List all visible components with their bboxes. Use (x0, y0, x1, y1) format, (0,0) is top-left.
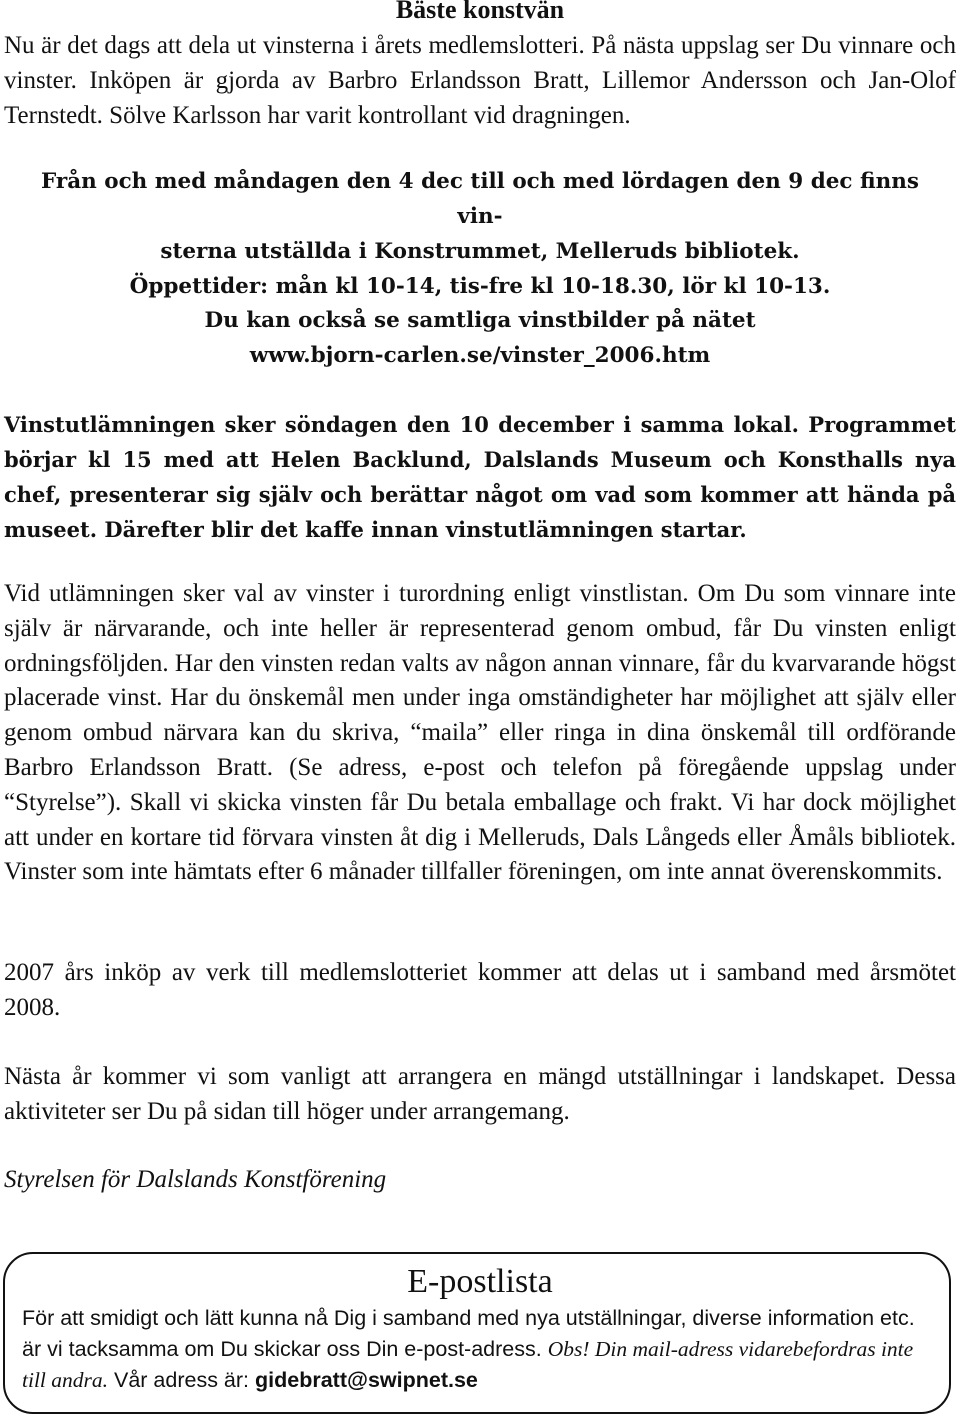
page-title: Bäste konstvän (395, 0, 565, 24)
intro-paragraph: Nu är det dags att dela ut vinsterna i årets medlemslotteri. På nästa uppslag ser Du vinnare och vinster. Inköpen är gjorda av Barbro Erlandsson Bratt, Lillemor Andersson och Jan-Olof Ternstedt. Sölve Karlsson har varit kontrollant vid dragningen. (4, 32, 956, 129)
opening-line-1: Från och med måndagen den 4 dec till och med lördagen den 9 dec finns vin- (40, 169, 920, 229)
email-address[interactable]: gidebratt@swipnet.se (255, 1368, 478, 1392)
program-paragraph: Vinstutlämningen sker söndagen den 10 december i samma lokal. Programmet börjar kl 15 med att Helen Backlund, Dalslands Museum och Konsthalls nya chef, presenterar sig själv och berättar något om vad som kommer att hända på museet. Därefter blir det kaffe innan vinstutlämningen startar. (4, 412, 956, 542)
online-notice-text: Du kan också se samtliga vinstbilder på nätet (204, 308, 756, 333)
opening-line-2: sterna utställda i Konstrummet, Melleruds bibliotek. (160, 239, 800, 264)
distribution-rules-paragraph: Vid utlämningen sker val av vinster i turordning enligt vinstlistan. Om Du som vinnare inte själv är närvarande, och inte heller är representerad genom ombud, får Du vinsten enligt ordningsföljden. Har den vinsten redan valts av någon annan vinnare, får du kvarvarande högst placerade vinst. Har du önskemål men under inga omständigheter har möjlighet att själv eller genom ombud närvara kan du skriva, “maila” eller ringa in dina önskemål till ordförande Barbro Erlandsson Bratt. (Se adress, e-post och telefon på föregående uppslag under “Styrelse”). Skall vi skicka vinsten får Du betala emballage och frakt. Vi har dock möjlighet att under en kortare tid förvara vinsten åt dig i Melleruds, Dals Långeds eller Åmåls bibliotek. Vinster som inte hämtats efter 6 månader tillfaller föreningen, om inte annat överenskommits. (4, 580, 956, 886)
opening-hours-line: Öppettider: mån kl 10-14, tis-fre kl 10-18.30, lör kl 10-13. (129, 274, 831, 299)
signature: Styrelsen för Dalslands Konstförening (4, 1166, 387, 1193)
online-gallery-notice (40, 303, 920, 373)
email-list-body: För att smidigt och lätt kunna nå Dig i samband med nya utställningar, diverse information etc. är vi tacksamma om Du skickar oss Din e-post-adress. (22, 1306, 915, 1361)
email-list-title: E-postlista (407, 1263, 553, 1300)
purchases-2007-paragraph: 2007 års inköp av verk till medlemslotteriet kommer att delas ut i samband med årsmötet 2008. (4, 959, 956, 1021)
email-list-text (22, 1303, 927, 1396)
email-list-note: Obs! Din mail-adress vidarebefordras inte till andra. (22, 1337, 914, 1392)
email-address-label: Vår adress är: (114, 1368, 250, 1392)
next-year-paragraph: Nästa år kommer vi som vanligt att arrangera en mängd utställningar i landskapet. Dessa aktiviteter ser Du på sidan till höger under arrangemang. (4, 1063, 956, 1125)
exhibition-opening-hours (40, 164, 920, 304)
gallery-url: www.bjorn-carlen.se/vinster_2006.htm (249, 343, 711, 368)
